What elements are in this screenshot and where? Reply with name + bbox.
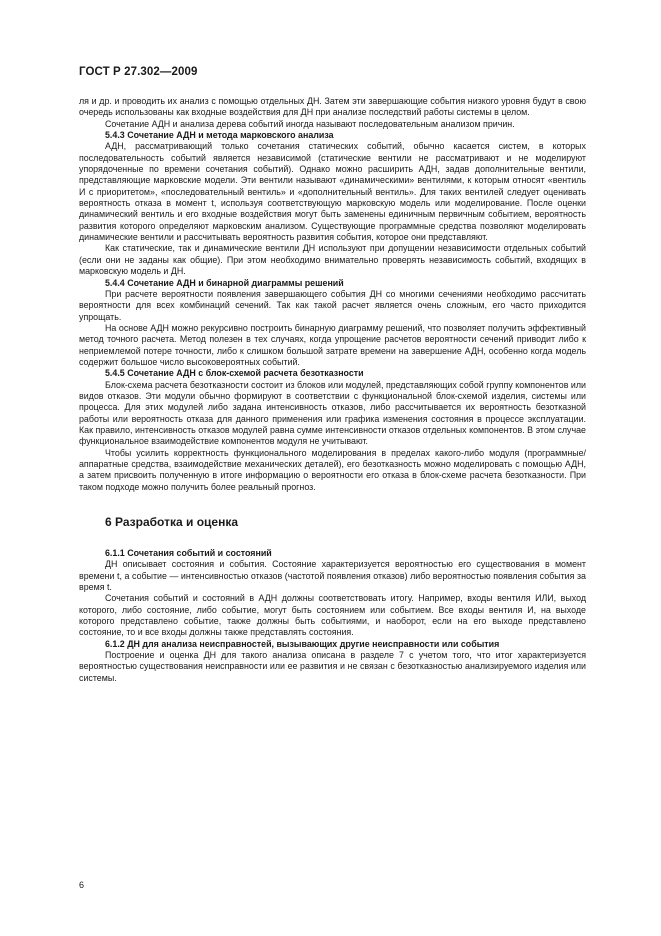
page-number: 6 bbox=[79, 880, 85, 890]
paragraph: Чтобы усилить корректность функционального моделирования в пределах какого-либо модуля (программные/аппаратные средства, взаимодействие механических деталей), его безотказность можно моделировать с помощью АДН, а затем присвоить полученную в итоге информацию о вероятности его отказа в блок-схеме расчета безотказности. При таком подходе можно получить более реальный прогноз. bbox=[79, 447, 586, 492]
paragraph: АДН, рассматривающий только сочетания статических событий, обычно касается систем, в которых последовательность событий является независимой (статические вентили не рассматривают и не моделируют упорядоченные по времени сочетания событий). Однако можно расширить АДН, задав дополнительные вентили, представляющие марковские модели. Эти вентили называют «динамическими» вентилями, к которым относят «вентиль И с приоритетом», «последовательный вентиль» и «дополнительный вентиль». Для таких вентилей следует оценивать вероятность отказа в момент t, используя соответствующую марковскую модель или моделирование. После оценки динамический вентиль и его входные воздействия могут быть заменены единичным первичным событием, вероятность развития которого определяют марковским анализом. Существующие программные средства позволяют моделировать динамические вентили и рассчитывать вероятность развития события, которое они представляют. bbox=[79, 141, 586, 243]
section-heading: 5.4.5 Сочетание АДН с блок-схемой расчета безотказности bbox=[105, 368, 364, 379]
section-heading: 5.4.4 Сочетание АДН и бинарной диаграммы решений bbox=[105, 277, 344, 288]
section-heading: 6.1.1 Сочетания событий и состояний bbox=[105, 548, 272, 559]
section-heading: 5.4.3 Сочетание АДН и метода марковского анализа bbox=[105, 130, 334, 141]
document-body bbox=[79, 96, 586, 684]
paragraph: На основе АДН можно рекурсивно построить бинарную диаграмму решений, что позволяет получить эффективный метод точного расчета. Метод полезен в тех случаях, когда упрощение расчетов вероятности сечений приводит либо к неприемлемой потере точности, либо к слишком большой затрате времени на завершение АДН, особенно когда модель содержит большое число высоковероятных событий. bbox=[79, 322, 586, 367]
paragraph: При расчете вероятности появления завершающего события ДН со многими сечениями необходимо рассчитать вероятности для всех комбинаций сечений. Так как такой расчет является очень сложным, его часто приходится упрощать. bbox=[79, 288, 586, 322]
paragraph: ДН описывает состояния и события. Состояние характеризуется вероятностью его существования в момент времени t, а событие — интенсивностью отказов (частотой появления отказов) либо вероятностью появления события за время t. bbox=[79, 559, 586, 593]
paragraph: Блок-схема расчета безотказности состоит из блоков или модулей, представляющих собой группу компонентов или видов отказов. Эти модули обычно формируют в соответствии с функциональной блок-схемой изделия, системы или процесса. Для этих модулей либо задана интенсивность отказов, либо рассчитывается их вероятность безотказной работы или вероятность отказа для данного применения или графика изменения состояния в процессе эксплуатации. Как правило, интенсивность отказов модулей равна сумме интенсивности отказов отдельных компонентов. В этом случае функциональное взаимодействие компонентов модуля не учитывают. bbox=[79, 379, 586, 447]
paragraph: Сочетание АДН и анализа дерева событий иногда называют последовательным анализом причин. bbox=[105, 118, 515, 129]
paragraph: Сочетания событий и состояний в АДН должны соответствовать итогу. Например, входы вентиля ИЛИ, выход которого, либо состояние, либо событие, могут быть состоянием или событием. Все входы вентиля И, на выходе которого представлено событие, также должны быть событиями, и наоборот, если на его выходе представлено состояние, то и все входы должны также представлять состояния. bbox=[79, 593, 586, 638]
paragraph: ля и др. и проводить их анализ с помощью отдельных ДН. Затем эти завершающие события низкого уровня будут в свою очередь использованы как входные воздействия для ДН при анализе последствий работы системы в целом. bbox=[79, 96, 586, 118]
chapter-heading: 6 Разработка и оценка bbox=[105, 515, 238, 530]
paragraph: Как статические, так и динамические вентили ДН используют при допущении независимости отдельных событий (если они не заданы как общие). При этом необходимо внимательно проверять независимость событий, входящих в марковскую модель и ДН. bbox=[79, 243, 586, 277]
section-heading: 6.1.2 ДН для анализа неисправностей, вызывающих другие неисправности или события bbox=[105, 638, 500, 649]
paragraph: Построение и оценка ДН для такого анализа описана в разделе 7 с учетом того, что итог характеризуется вероятностью существования неисправности или ее развития и не связан с безотказностью анализируемого изделия или системы. bbox=[79, 650, 586, 683]
standard-header: ГОСТ Р 27.302—2009 bbox=[79, 66, 198, 78]
